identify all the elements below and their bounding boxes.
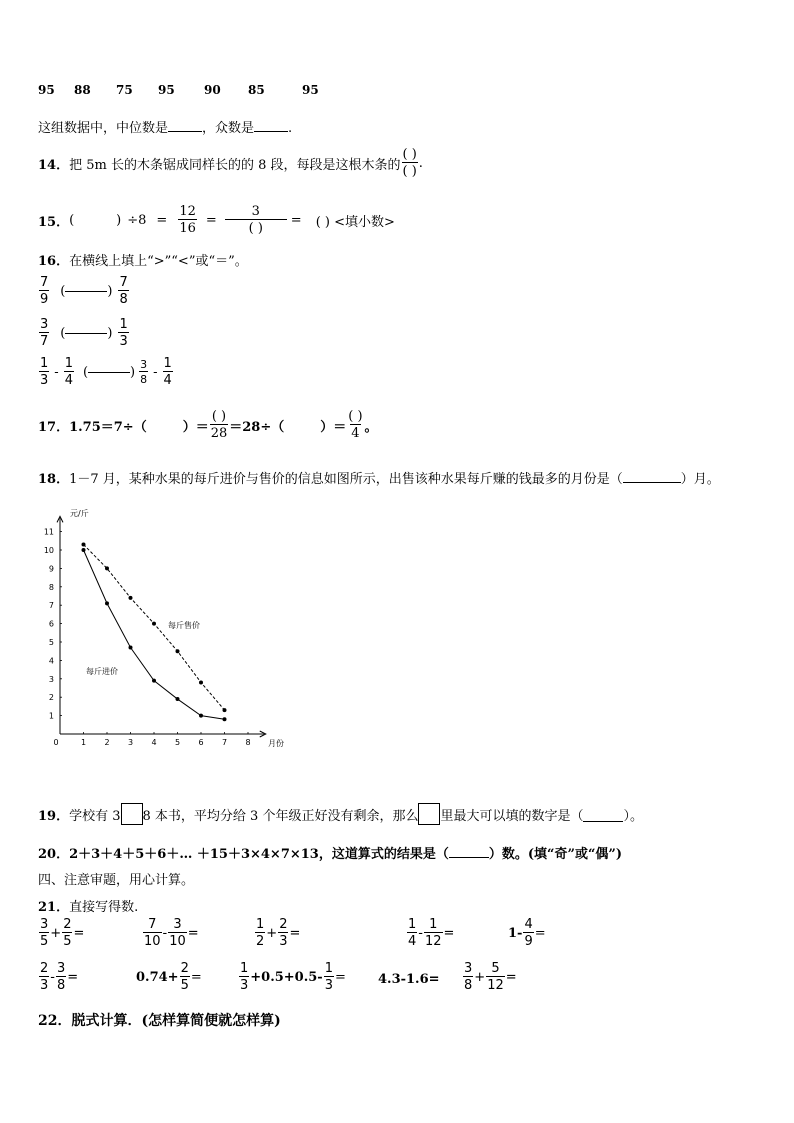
- y-tick-label: 11: [43, 527, 54, 537]
- calc-item: [238, 962, 346, 992]
- answer-fraction[interactable]: $\frac{( )}{28}$: [210, 409, 228, 441]
- answer-blank[interactable]: [623, 482, 681, 483]
- question-14: [38, 148, 423, 178]
- question-text: 把 5m 长的木条锯成同样长的的 8 段，每段是这根木条的: [69, 157, 401, 173]
- question-text: 学校有 3: [69, 808, 121, 824]
- data-point: [82, 542, 86, 546]
- digit-box[interactable]: [121, 803, 143, 825]
- data-value: 95: [38, 83, 55, 97]
- calc-item: [136, 962, 202, 992]
- punctuation: .: [418, 155, 423, 171]
- question-text: ）＝: [182, 419, 209, 435]
- fraction: $\frac{1}{3}$: [119, 317, 128, 349]
- question-text: ）月。: [680, 472, 720, 487]
- fraction: $\frac{5}{12}$: [487, 961, 504, 993]
- y-tick-label: 10: [43, 546, 54, 555]
- equals: =: [67, 969, 79, 985]
- question-15: [38, 205, 395, 235]
- y-tick-label: 4: [48, 656, 54, 666]
- calc-item: [254, 918, 300, 948]
- y-tick-label: 3: [48, 674, 54, 684]
- data-value: 75: [116, 83, 133, 97]
- answer-blank[interactable]: [583, 807, 623, 822]
- data-point: [105, 601, 109, 605]
- x-tick-label: 5: [174, 738, 181, 747]
- equals: =: [289, 925, 301, 941]
- x-tick-label: 3: [127, 738, 134, 747]
- y-tick-label: 7: [48, 601, 54, 611]
- paren: (: [69, 212, 75, 228]
- expression-text: 1-: [508, 925, 523, 941]
- operator: -: [162, 925, 168, 941]
- paren: ): [116, 212, 122, 228]
- x-tick-label: 0: [53, 738, 59, 747]
- data-value: 88: [74, 83, 91, 97]
- series-line-cost: [84, 550, 225, 719]
- calc-item: [462, 962, 517, 992]
- paren: ): [130, 364, 136, 380]
- data-point: [223, 708, 227, 712]
- data-value: 95: [302, 83, 319, 97]
- operator: ÷8: [127, 212, 147, 228]
- answer-blank[interactable]: [88, 372, 130, 373]
- equals: =: [73, 925, 85, 941]
- question-number: 22．: [38, 1013, 72, 1029]
- data-point: [152, 622, 156, 626]
- question-text: ）＝: [320, 419, 347, 435]
- fraction: $\frac{1}{2}$: [256, 917, 265, 949]
- x-tick-label: 7: [221, 738, 228, 747]
- expression-text: 4.3-1.6=: [378, 972, 440, 987]
- operator: -: [153, 364, 158, 380]
- data-point: [176, 697, 180, 701]
- question-number: 20．: [38, 847, 70, 862]
- data-point: [82, 548, 86, 552]
- fraction: $\frac{3}{8}$: [140, 358, 148, 386]
- equals: =: [156, 212, 168, 228]
- question-text: 在横线上填上“>”“<”或“＝”。: [69, 254, 248, 269]
- y-axis-label: 元/斤: [70, 509, 89, 518]
- data-point: [199, 714, 203, 718]
- question-text: 里最大可以填的数字是（: [440, 808, 584, 824]
- question-17: [38, 410, 378, 440]
- operator: +: [474, 969, 486, 985]
- question-text: ）。: [623, 808, 643, 824]
- q13-text: ，众数是: [202, 121, 255, 136]
- calc-item: [378, 972, 440, 987]
- fraction: $\frac{1}{12}$: [424, 917, 442, 949]
- q16-row-3: [38, 357, 174, 387]
- fraction: $\frac{2}{3}$: [279, 917, 288, 949]
- question-text: 8 本书，平均分给 3 个年级正好没有剩余，那么: [142, 808, 419, 824]
- fraction: $\frac{3}{8}$: [56, 961, 66, 993]
- operator: +: [50, 925, 62, 941]
- fraction: $\frac{4}{9}$: [524, 917, 533, 949]
- fraction: $\frac{7}{9}$: [40, 275, 49, 307]
- data-point: [176, 649, 180, 653]
- calc-item: [38, 962, 78, 992]
- question-text: 直接写得数.: [69, 900, 139, 915]
- question-number: 19．: [38, 808, 70, 824]
- data-value: 95: [158, 83, 175, 97]
- fraction: $\frac{7}{8}$: [119, 275, 128, 307]
- operator: -: [50, 969, 55, 985]
- x-tick-label: 1: [80, 738, 87, 747]
- fraction: $\frac{1}{4}$: [163, 356, 172, 388]
- series-label-cost: 每斤进价: [86, 667, 118, 676]
- expression-text: 0.74+: [136, 969, 179, 985]
- equals: =: [334, 969, 346, 985]
- data-point: [129, 646, 133, 650]
- fraction: $\frac{2}{5}$: [180, 961, 189, 993]
- fraction: $\frac{3}{7}$: [40, 317, 49, 349]
- question-number: 21．: [38, 900, 70, 915]
- fraction: $\frac{2}{3}$: [40, 961, 49, 993]
- y-tick-label: 6: [48, 619, 54, 629]
- x-tick-label: 8: [245, 738, 251, 747]
- chart-ticks: [44, 528, 251, 747]
- operator: -: [54, 364, 59, 380]
- question-21: [38, 896, 138, 915]
- calc-item: [38, 918, 84, 948]
- question-number: 17．: [38, 419, 70, 435]
- question-22: [38, 1010, 281, 1030]
- answer-blank[interactable]: [65, 291, 107, 292]
- fraction: $\frac{1}{3}$: [40, 356, 49, 388]
- y-tick-label: 9: [48, 564, 54, 574]
- fraction: $\frac{3}{8}$: [464, 961, 473, 993]
- fraction: $\frac{12}{16}$: [179, 204, 196, 236]
- data-point: [105, 566, 109, 570]
- data-value: 85: [248, 83, 265, 97]
- answer-fraction[interactable]: $\frac{( )}{4}$: [348, 409, 363, 441]
- equals: =: [443, 925, 455, 941]
- data-point: [129, 596, 133, 600]
- question-number: 18．: [38, 472, 70, 487]
- question-20: [38, 843, 622, 862]
- q13-line: [38, 117, 292, 136]
- y-tick-label: 1: [48, 711, 54, 721]
- price-chart: [36, 500, 306, 755]
- q13-text: .: [288, 121, 293, 136]
- question-number: 14．: [38, 157, 70, 173]
- data-point: [223, 717, 227, 721]
- expression-text: +0.5+0.5-: [250, 969, 323, 985]
- question-16: [38, 250, 248, 269]
- question-number: 16．: [38, 254, 70, 269]
- calc-item: [142, 918, 199, 948]
- fraction: $\frac{1}{3}$: [240, 961, 249, 993]
- operator: -: [418, 925, 423, 941]
- paren: ): [107, 325, 113, 341]
- paren: ): [107, 283, 113, 299]
- question-number: 15．: [38, 214, 70, 230]
- question-19: [38, 803, 643, 825]
- calc-item: [508, 918, 546, 948]
- paren: (: [60, 283, 66, 299]
- fraction: $\frac{1}{4}$: [64, 356, 73, 388]
- fraction: $\frac{3}{10}$: [169, 917, 186, 949]
- section-heading: 四、注意审题，用心计算。: [38, 873, 195, 888]
- question-text: ( ) <填小数>: [315, 214, 395, 230]
- equals: =: [205, 212, 217, 228]
- equals: =: [505, 969, 517, 985]
- operator: +: [266, 925, 278, 941]
- question-18: [38, 468, 720, 487]
- x-tick-label: 6: [198, 738, 204, 747]
- fraction: $\frac{1}{3}$: [324, 961, 333, 993]
- paren: (: [82, 364, 89, 380]
- equals: =: [290, 212, 302, 228]
- question-text: 1.75＝7÷（: [69, 419, 147, 435]
- fraction: $\frac{2}{5}$: [63, 917, 72, 949]
- data-point: [152, 679, 156, 683]
- fraction: $\frac{1}{4}$: [408, 917, 417, 949]
- equals: =: [187, 925, 199, 941]
- x-tick-label: 4: [151, 738, 157, 747]
- answer-blank[interactable]: [254, 131, 288, 132]
- answer-blank[interactable]: [168, 131, 202, 132]
- y-tick-label: 8: [48, 582, 54, 592]
- y-tick-label: 2: [48, 693, 54, 703]
- series-label-sale: 每斤售价: [168, 621, 200, 630]
- q16-row-1: [38, 276, 130, 306]
- series-line-sale: [84, 544, 225, 710]
- paren: (: [60, 325, 66, 341]
- punctuation: 。: [364, 419, 378, 435]
- fraction: $\frac{7}{10}$: [144, 917, 161, 949]
- answer-fraction[interactable]: $\frac{3}{( )}$: [226, 205, 286, 235]
- answer-fraction[interactable]: $\frac{( )}{( )}$: [402, 147, 417, 179]
- data-point: [199, 680, 203, 684]
- q16-row-2: [38, 318, 130, 348]
- question-text: 脱式计算．(怎样算简便就怎样算): [71, 1013, 281, 1029]
- q13-text: 这组数据中，中位数是: [38, 121, 169, 136]
- y-tick-label: 5: [48, 638, 54, 647]
- data-value: 90: [204, 83, 221, 97]
- question-text: ＝28÷（: [229, 419, 285, 435]
- x-axis-label: 月份: [268, 739, 284, 748]
- question-text: 2＋3＋4＋5＋6＋… ＋15＋3×4×7×13，这道算式的结果是（: [69, 847, 449, 862]
- fraction: $\frac{3}{5}$: [40, 917, 49, 949]
- equals: =: [534, 925, 546, 941]
- calc-item: [406, 918, 454, 948]
- answer-blank[interactable]: [449, 857, 489, 858]
- digit-box: [418, 803, 440, 825]
- equals: =: [190, 969, 202, 985]
- x-tick-label: 2: [104, 738, 110, 747]
- answer-blank[interactable]: [65, 333, 107, 334]
- question-text: 1－7 月，某种水果的每斤进价与售价的信息如图所示，出售该种水果每斤赚的钱最多的月份是（: [69, 472, 623, 487]
- chart-series: [82, 542, 227, 721]
- question-text: ）数。(填“奇”或“偶”): [488, 847, 623, 862]
